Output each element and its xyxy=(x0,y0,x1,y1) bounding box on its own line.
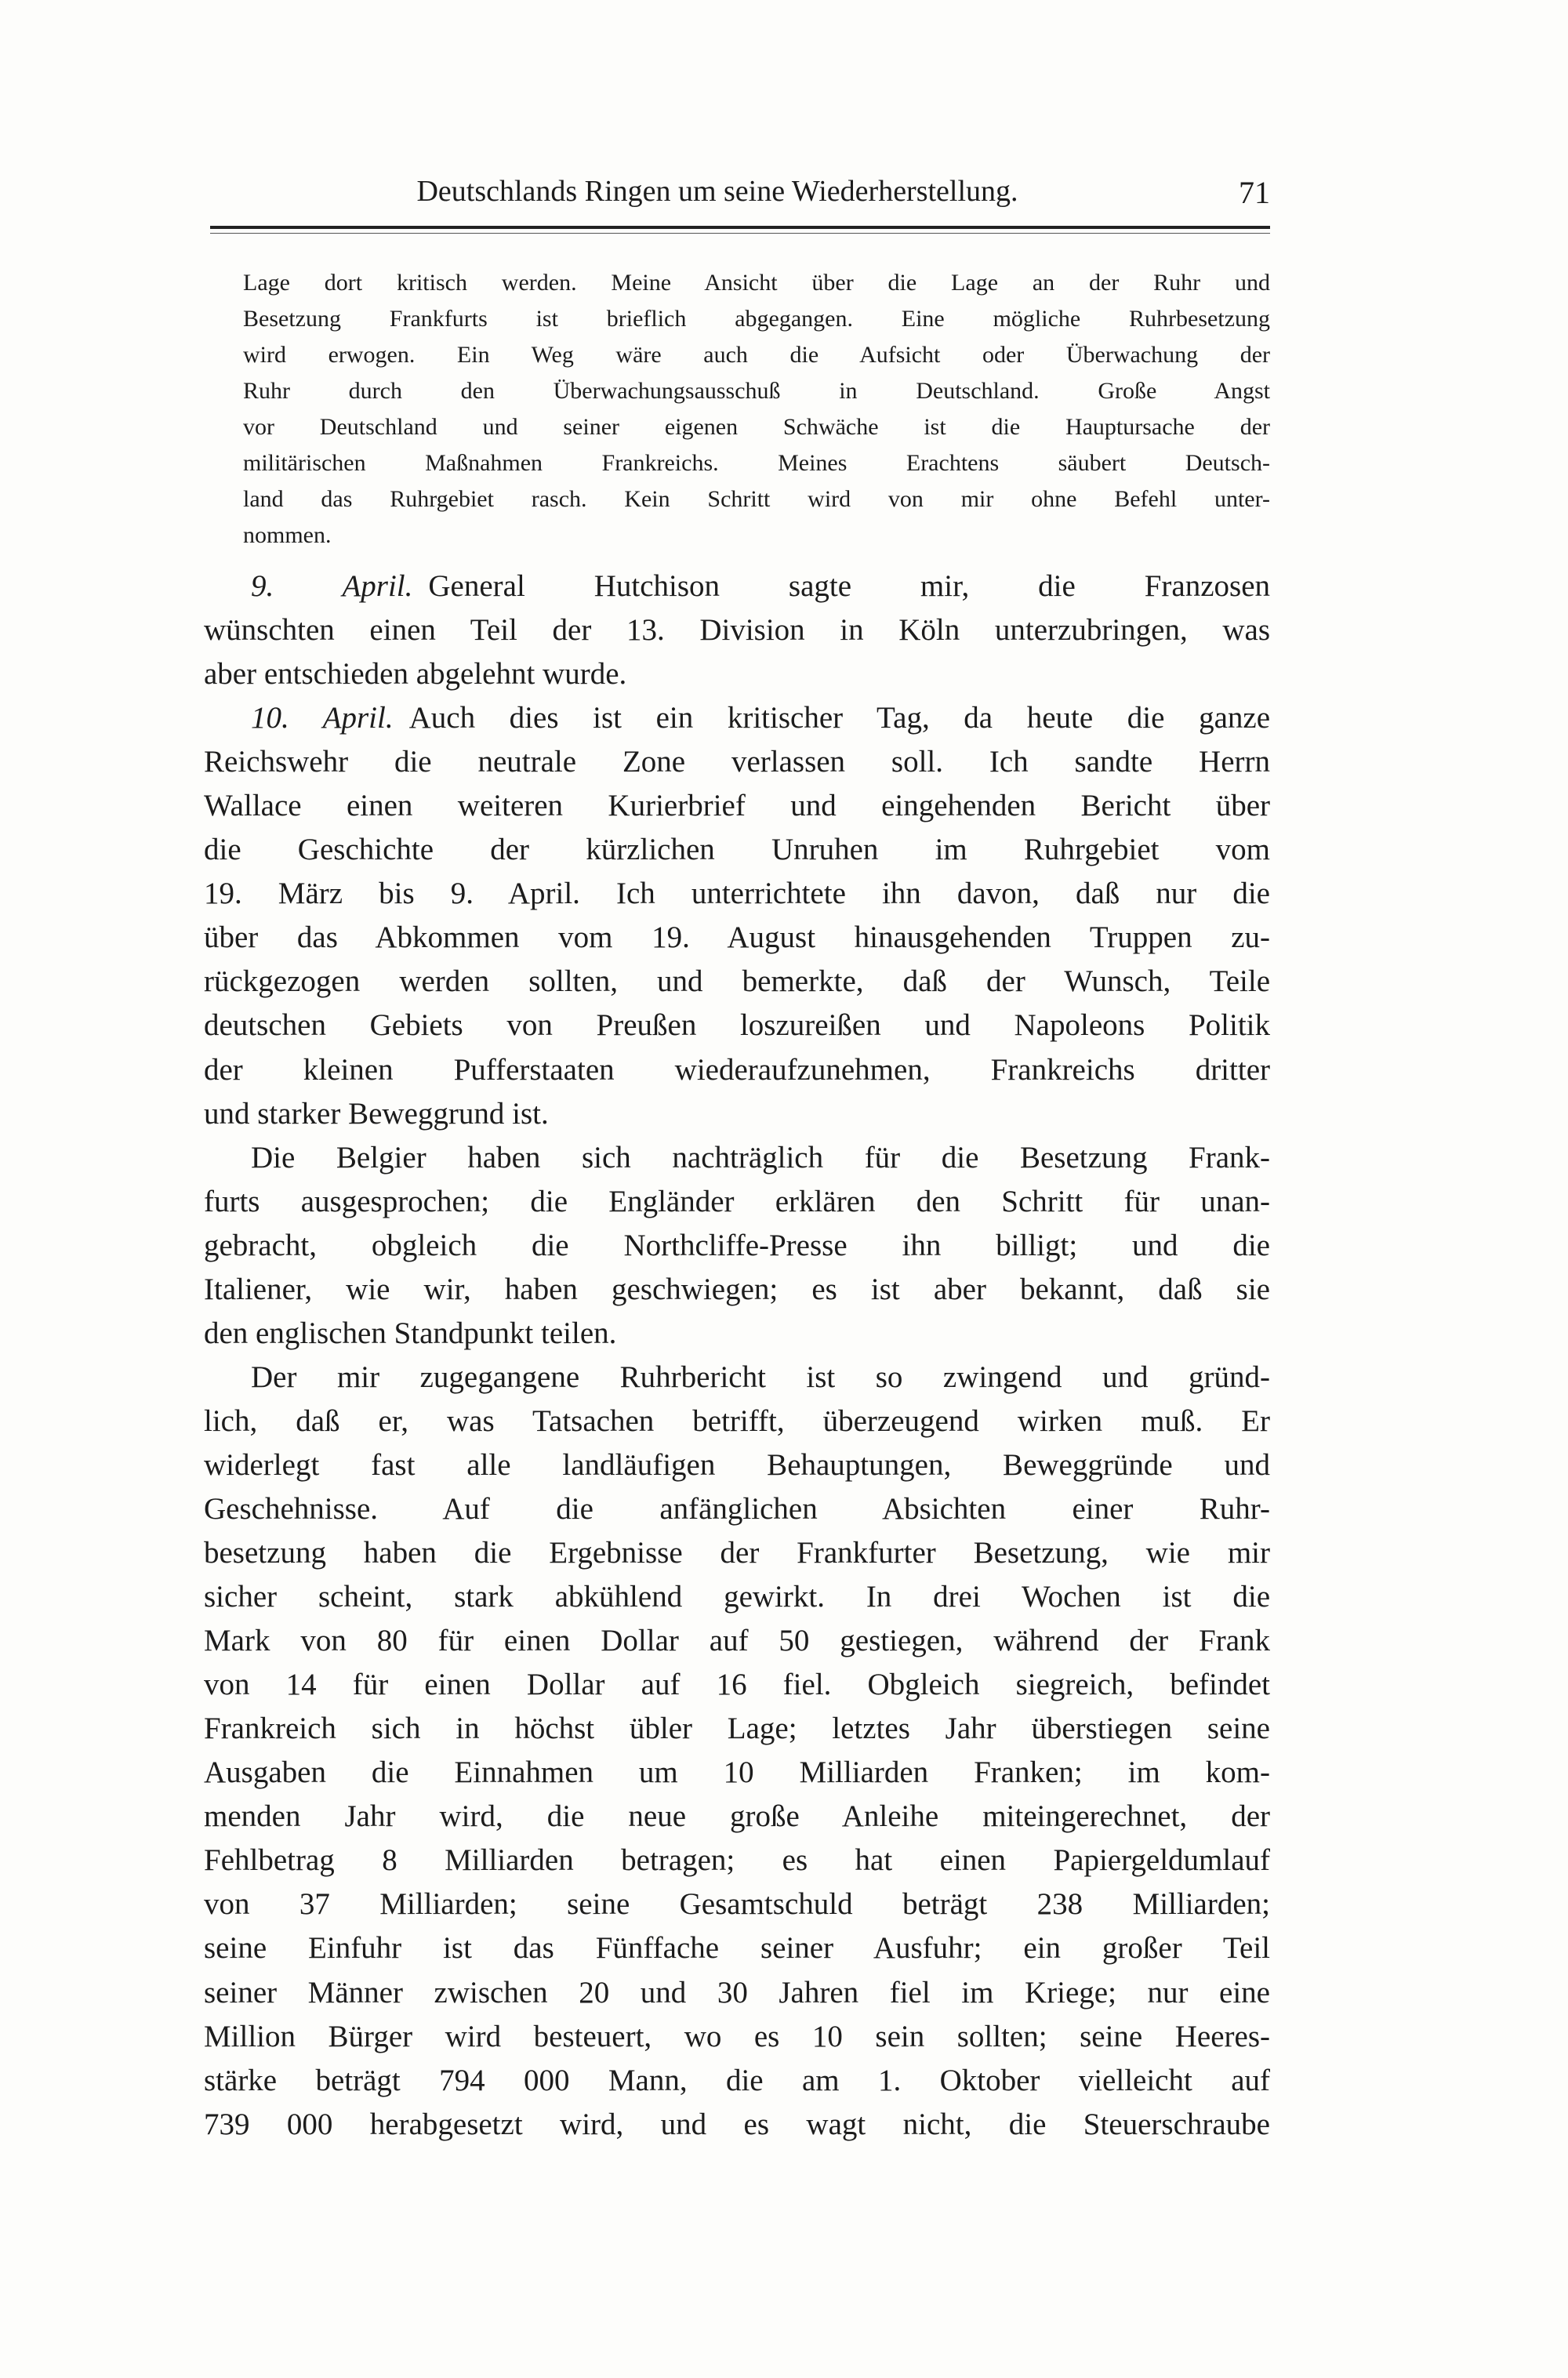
text-line xyxy=(204,1092,1270,1136)
line-text: aber entschieden abgelehnt wurde. xyxy=(204,657,627,692)
text-line xyxy=(204,2059,1270,2103)
line-text: widerlegt fast alle landläufigen Behauptungen, Beweggründe und xyxy=(204,1447,1270,1482)
text-line xyxy=(204,740,1270,784)
small-print-paragraph xyxy=(243,265,1270,554)
line-text: menden Jahr wird, die neue große Anleihe miteingerechnet, der xyxy=(204,1799,1270,1834)
line-text: Frankreich sich in höchst übler Lage; letztes Jahr überstiegen seine xyxy=(204,1712,1270,1746)
text-line xyxy=(204,960,1270,1004)
text-line xyxy=(204,1400,1270,1443)
text-line xyxy=(204,1926,1270,1970)
line-text: Italiener, wie wir, haben geschwiegen; es ist aber bekannt, daß sie xyxy=(204,1272,1270,1306)
text-line: Besetzung Frankfurts ist brieflich abgegangen. Eine mögliche Ruhrbesetzung xyxy=(243,306,1270,332)
text-line xyxy=(204,2103,1270,2147)
text-line xyxy=(204,1268,1270,1312)
text-line xyxy=(204,1136,1270,1180)
line-text: Ausgaben die Einnahmen um 10 Milliarden Franken; im kom- xyxy=(204,1755,1270,1790)
line-text: die Geschichte der kürzlichen Unruhen im Ruhrgebiet vom xyxy=(204,833,1270,867)
text-line xyxy=(204,608,1270,652)
text-line xyxy=(204,1795,1270,1839)
text-line xyxy=(204,652,1270,696)
running-title: Deutschlands Ringen um seine Wiederherstellung. xyxy=(416,175,1018,208)
text-line: wird erwogen. Ein Weg wäre auch die Aufsicht oder Überwachung der xyxy=(243,342,1270,368)
line-text: Wallace einen weiteren Kurierbrief und eingehenden Bericht über xyxy=(204,789,1270,823)
text-line xyxy=(204,1312,1270,1356)
text-line xyxy=(204,1751,1270,1795)
line-text: und starker Beweggrund ist. xyxy=(204,1096,549,1131)
text-line xyxy=(204,1839,1270,1882)
line-text: sicher scheint, stark abkühlend gewirkt. In drei Wochen ist die xyxy=(204,1580,1270,1614)
text-line xyxy=(204,1707,1270,1751)
line-text: 19. März bis 9. April. Ich unterrichtete ihn davon, daß nur die xyxy=(204,877,1270,911)
line-text: deutschen Gebiets von Preußen loszureißen und Napoleons Politik xyxy=(204,1008,1270,1043)
text-line: Ruhr durch den Überwachungsausschuß in Deutschland. Große Angst xyxy=(243,378,1270,404)
text-line xyxy=(204,1224,1270,1268)
line-text: Der mir zugegangene Ruhrbericht ist so zwingend und gründ- xyxy=(251,1360,1270,1394)
text-line xyxy=(204,828,1270,872)
line-text: stärke beträgt 794 000 Mann, die am 1. Oktober vielleicht auf xyxy=(204,2063,1270,2097)
text-line xyxy=(204,1619,1270,1663)
text-line xyxy=(204,696,1270,740)
text-line xyxy=(204,784,1270,828)
text-line xyxy=(204,1356,1270,1400)
line-text: seine Einfuhr ist das Fünffache seiner Ausfuhr; ein großer Teil xyxy=(204,1931,1270,1966)
line-text: Auch dies ist ein kritischer Tag, da heute die ganze xyxy=(408,701,1271,735)
line-text: lich, daß er, was Tatsachen betrifft, überzeugend wirken muß. Er xyxy=(204,1403,1270,1438)
line-text: Mark von 80 für einen Dollar auf 50 gestiegen, während der Frank xyxy=(204,1624,1270,1658)
line-text: besetzung haben die Ergebnisse der Frankfurter Besetzung, wie mir xyxy=(204,1536,1270,1570)
line-text: Die Belgier haben sich nachträglich für die Besetzung Frank- xyxy=(251,1140,1270,1174)
text-line: Lage dort kritisch werden. Meine Ansicht über die Lage an der Ruhr und xyxy=(243,270,1270,296)
text-line xyxy=(204,1663,1270,1707)
line-text: über das Abkommen vom 19. August hinausgehenden Truppen zu- xyxy=(204,920,1270,955)
text-line: vor Deutschland und seiner eigenen Schwäche ist die Hauptursache der xyxy=(243,414,1270,440)
line-text: den englischen Standpunkt teilen. xyxy=(204,1316,617,1350)
text-line xyxy=(204,1048,1270,1092)
text-line xyxy=(204,2015,1270,2059)
header-rule-thin xyxy=(210,233,1270,234)
text-line xyxy=(204,1487,1270,1531)
line-text: 739 000 herabgesetzt wird, und es wagt nicht, die Steuerschraube xyxy=(204,2107,1270,2141)
line-text: von 37 Milliarden; seine Gesamtschuld beträgt 238 Milliarden; xyxy=(204,1887,1270,1922)
text-line: nommen. xyxy=(243,522,332,548)
line-text: von 14 für einen Dollar auf 16 fiel. Obgleich siegreich, befindet xyxy=(204,1668,1270,1702)
main-text xyxy=(204,565,1270,2147)
text-line xyxy=(204,1971,1270,2015)
line-text: Million Bürger wird besteuert, wo es 10 sein sollten; seine Heeres- xyxy=(204,2019,1270,2053)
text-line: land das Ruhrgebiet rasch. Kein Schritt wird von mir ohne Befehl unter- xyxy=(243,486,1270,512)
text-line xyxy=(204,1004,1270,1047)
text-line xyxy=(204,1882,1270,1926)
text-line xyxy=(204,916,1270,960)
line-text: Geschehnisse. Auf die anfänglichen Absichten einer Ruhr- xyxy=(204,1491,1270,1526)
entry-date: 9. April. xyxy=(251,569,413,603)
text-line xyxy=(204,1531,1270,1575)
header-rule-thick xyxy=(210,226,1270,229)
line-text: der kleinen Pufferstaaten wiederaufzunehmen, Frankreichs dritter xyxy=(204,1052,1270,1087)
text-line xyxy=(204,1575,1270,1619)
text-line xyxy=(204,1180,1270,1224)
text-line xyxy=(204,1443,1270,1487)
text-line: militärischen Maßnahmen Frankreichs. Meines Erachtens säubert Deutsch- xyxy=(243,450,1270,476)
text-line xyxy=(204,565,1270,608)
entry-date: 10. April. xyxy=(251,701,394,735)
line-text: wünschten einen Teil der 13. Division in Köln unterzubringen, was xyxy=(204,613,1270,648)
line-text: General Hutchison sagte mir, die Franzosen xyxy=(428,569,1271,603)
line-text: rückgezogen werden sollten, und bemerkte, daß der Wunsch, Teile xyxy=(204,964,1270,999)
text-line xyxy=(204,872,1270,916)
line-text: Reichswehr die neutrale Zone verlassen soll. Ich sandte Herrn xyxy=(204,745,1270,779)
running-header xyxy=(243,174,1270,213)
line-text: furts ausgesprochen; die Engländer erklären den Schritt für unan- xyxy=(204,1184,1270,1218)
line-text: Fehlbetrag 8 Milliarden betragen; es hat einen Papiergeldumlauf xyxy=(204,1843,1270,1878)
line-text: gebracht, obgleich die Northcliffe-Presse ihn billigt; und die xyxy=(204,1228,1270,1262)
page-number: 71 xyxy=(1239,175,1270,210)
line-text: seiner Männer zwischen 20 und 30 Jahren fiel im Kriege; nur eine xyxy=(204,1975,1270,2010)
